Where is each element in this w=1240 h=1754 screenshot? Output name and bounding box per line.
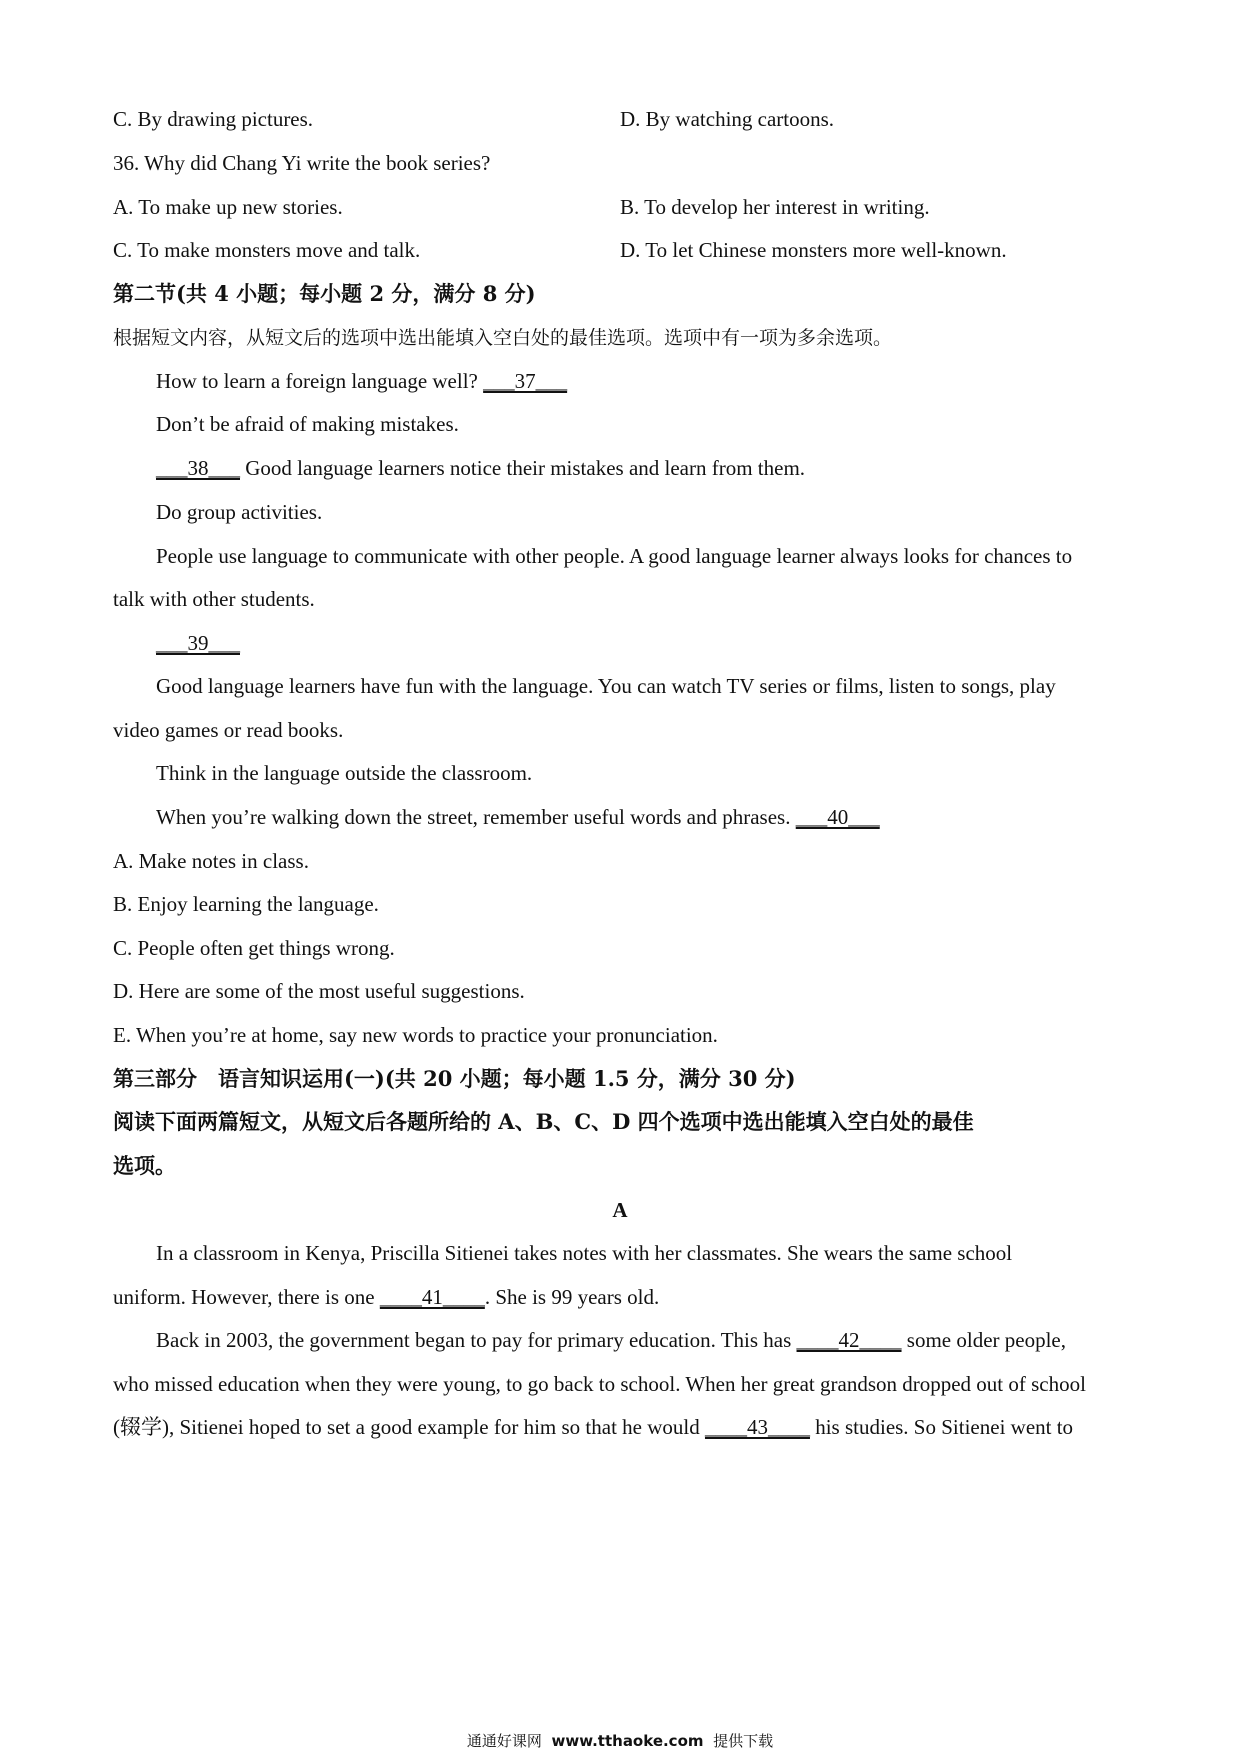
passage-a-line-43 [113, 1414, 1073, 1440]
passage-a-line-42 [156, 1327, 1066, 1353]
passage-text: Back in 2003, the government began to pay for primary education. This has [156, 1328, 797, 1352]
passage-a-line: who missed education when they were young, to go back to school. When her great grandson dropped out of school [113, 1372, 1086, 1396]
passage-line-39 [156, 630, 240, 656]
passage-line: Don’t be afraid of making mistakes. [156, 412, 459, 436]
blank-41: ____41____ [379, 1285, 485, 1309]
footer-site-name: 通通好课网 [466, 1732, 542, 1750]
page-footer [0, 1730, 1240, 1751]
passage-text: Good language learners notice their mistakes and learn from them. [240, 456, 806, 480]
option-b-q36: B. To develop her interest in writing. [620, 195, 930, 219]
passage-text: his studies. So Sitienei went to [809, 1415, 1074, 1439]
option-d-q36: D. To let Chinese monsters more well-known. [620, 238, 1007, 262]
passage-text: (辍学), Sitienei hoped to set a good example for him so that he would [113, 1415, 705, 1439]
question-36: 36. Why did Chang Yi write the book series? [113, 151, 491, 175]
answer-option-c: C. People often get things wrong. [113, 936, 395, 960]
answer-option-d: D. Here are some of the most useful suggestions. [113, 979, 525, 1003]
footer-suffix: 提供下载 [713, 1732, 774, 1750]
blank-40: ___40___ [795, 805, 880, 829]
passage-a-line-41 [113, 1284, 659, 1310]
passage-line-37 [156, 368, 567, 394]
section3-instruction: 阅读下面两篇短文，从短文后各题所给的 A、B、C、D 四个选项中选出能填入空白处的最佳 [113, 1109, 974, 1134]
passage-text: . She is 99 years old. [484, 1285, 660, 1309]
blank-37: ___37___ [483, 369, 568, 393]
blank-38: ___38___ [156, 456, 240, 480]
passage-a-line: In a classroom in Kenya, Priscilla Sitienei takes notes with her classmates. She wears the same school [156, 1241, 1013, 1265]
option-c-q35: C. By drawing pictures. [113, 107, 314, 131]
passage-text: some older people, [901, 1328, 1066, 1352]
passage-text: uniform. However, there is one [113, 1285, 380, 1309]
answer-option-e: E. When you’re at home, say new words to practice your pronunciation. [113, 1023, 718, 1047]
section2-heading: 第二节(共 4 小题；每小题 2 分，满分 8 分) [113, 281, 536, 306]
blank-39: ___39___ [156, 631, 240, 655]
passage-line: talk with other students. [113, 587, 315, 611]
passage-line: Think in the language outside the classroom. [156, 761, 533, 785]
passage-text: When you’re walking down the street, remember useful words and phrases. [156, 805, 796, 829]
option-c-q36: C. To make monsters move and talk. [113, 238, 421, 262]
passage-label: A [612, 1198, 628, 1222]
passage-line-38 [156, 455, 805, 481]
blank-43: ____43____ [704, 1415, 810, 1439]
section2-instruction: 根据短文内容，从短文后的选项中选出能填入空白处的最佳选项。选项中有一项为多余选项。 [113, 327, 893, 349]
section3-instruction-cont: 选项。 [113, 1153, 176, 1178]
footer-url[interactable]: www.tthaoke.com [551, 1732, 704, 1750]
passage-line: Good language learners have fun with the language. You can watch TV series or films, listen to songs, play [156, 674, 1056, 698]
answer-option-a: A. Make notes in class. [113, 849, 309, 873]
option-a-q36: A. To make up new stories. [113, 195, 343, 219]
passage-line: Do group activities. [156, 500, 323, 524]
answer-option-b: B. Enjoy learning the language. [113, 892, 379, 916]
section3-heading: 第三部分 语言知识运用(一)(共 20 小题；每小题 1.5 分，满分 30 分) [113, 1066, 796, 1091]
passage-line-40 [156, 804, 880, 830]
passage-text: How to learn a foreign language well? [156, 369, 484, 393]
passage-line: People use language to communicate with other people. A good language learner always looks for chances to [156, 544, 1073, 568]
passage-line: video games or read books. [113, 718, 344, 742]
blank-42: ____42____ [796, 1328, 902, 1352]
option-d-q35: D. By watching cartoons. [620, 107, 835, 131]
